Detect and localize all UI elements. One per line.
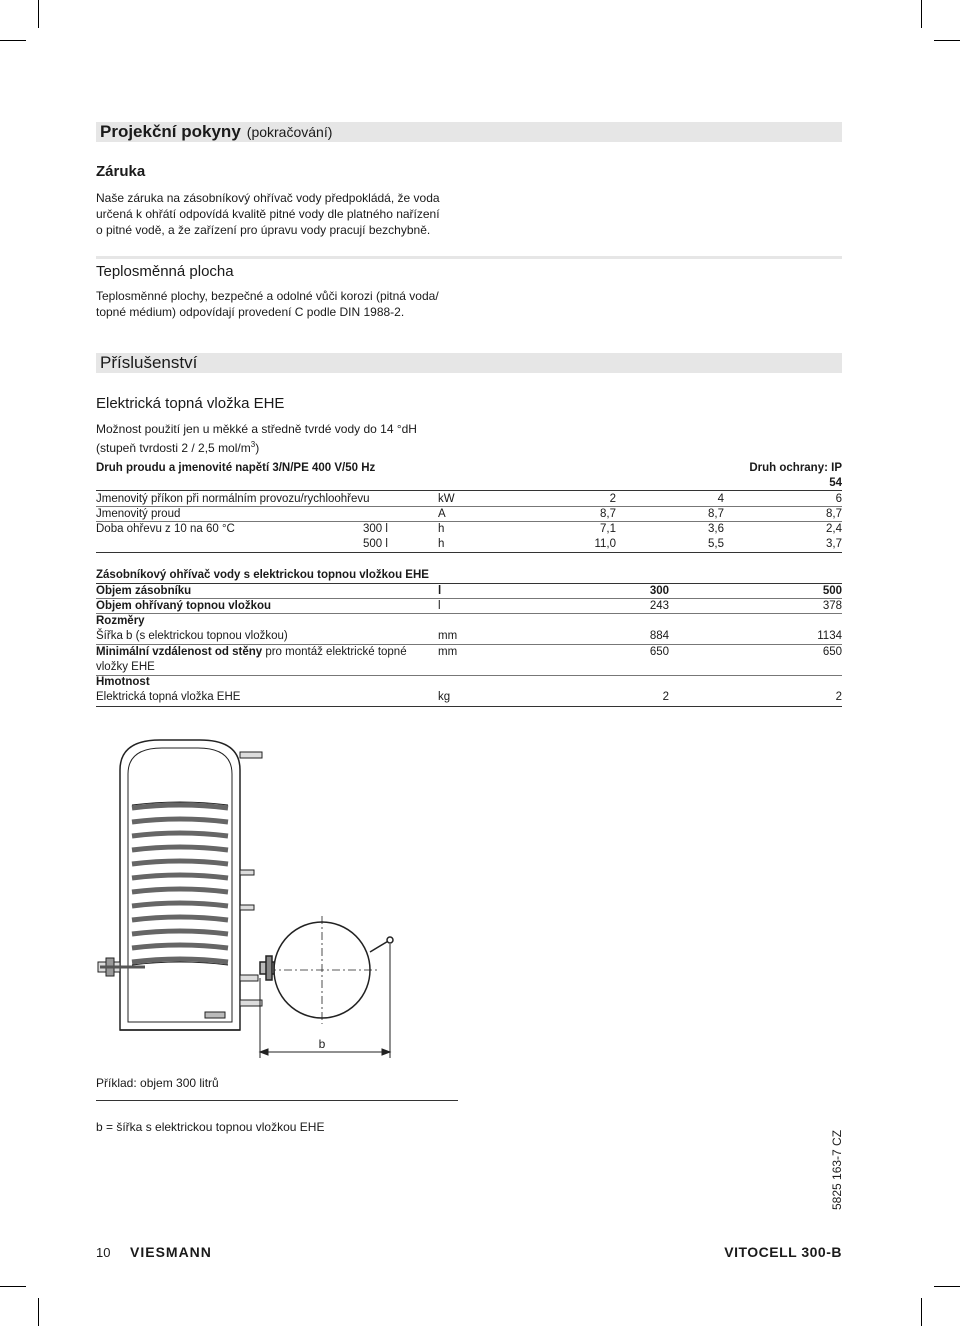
ip-value: 54: [829, 477, 842, 489]
row-value: 6: [835, 493, 842, 505]
row-value: 650: [649, 646, 669, 658]
row-value: 5,5: [708, 538, 724, 550]
table1-head: [96, 461, 842, 476]
page-number: 10: [96, 1245, 111, 1260]
row-unit: h: [438, 538, 445, 550]
doc-number: 5825 163-7 CZ: [830, 1129, 844, 1210]
row-value: 4: [717, 493, 724, 505]
row-value: 500: [822, 585, 842, 597]
row-value: 300: [649, 585, 669, 597]
row-unit: kg: [438, 691, 451, 703]
table2-title: Zásobníkový ohřívač vody s elektrickou topnou vložkou EHE: [96, 569, 429, 581]
crop-mark: [934, 1286, 960, 1287]
row-value: 11,0: [594, 538, 616, 550]
warranty-text: [96, 190, 496, 238]
row-value: 7,1: [600, 523, 616, 535]
row-sub: 500 l: [363, 538, 388, 550]
row-label: Objem ohřívaný topnou vložkou: [96, 600, 272, 612]
heat-surface-line: topné médium) odpovídají provedení C podle DIN 1988-2.: [96, 305, 405, 319]
row-value: 3,6: [708, 523, 724, 535]
table-row: [96, 645, 842, 660]
row-label: Jmenovitý příkon při normálním provozu/rychloohřevu: [96, 493, 370, 505]
row-label: Šířka b (s elektrickou topnou vložkou): [96, 630, 288, 642]
row-value: 8,7: [708, 508, 724, 520]
row-value: 884: [649, 630, 669, 642]
crop-mark: [38, 1298, 39, 1326]
title-subtitle: (pokračování): [246, 124, 333, 140]
row-value: 2: [835, 691, 842, 703]
row-label: vložky EHE: [96, 661, 155, 673]
crop-mark: [0, 40, 26, 41]
table-row: [96, 507, 842, 522]
table-row: [96, 614, 842, 629]
row-unit: l: [438, 585, 442, 597]
crop-mark: [0, 1286, 26, 1287]
table-row: [96, 537, 842, 552]
row-value: 243: [649, 600, 669, 612]
figure-caption: Příklad: objem 300 litrů: [96, 1076, 219, 1090]
ehe-heading: Elektrická topná vložka EHE: [96, 395, 285, 412]
ehe-line: Možnost použití jen u měkké a středně tvrdé vody do 14 °dH: [96, 422, 417, 436]
dimension-label: b: [318, 1037, 326, 1051]
crop-mark: [921, 0, 922, 28]
title-text: Projekční pokyny: [100, 122, 241, 141]
heat-surface-heading: Teplosměnná plocha: [96, 263, 234, 280]
row-value: 1134: [817, 630, 842, 642]
table-rule: [96, 490, 842, 491]
row-value: 650: [822, 646, 842, 658]
crop-mark: [921, 1298, 922, 1326]
min-dist-rest: pro montáž elektrické topné: [262, 646, 407, 658]
warranty-line: určená k ohřátí odpovídá kvalitě pitné vody dle platného nařízení: [96, 207, 440, 221]
voltage-label: Druh proudu a jmenovité napětí 3/N/PE 400 V/50 Hz: [96, 462, 376, 474]
ip-label: Druh ochrany: IP: [749, 462, 842, 474]
warranty-line: Naše záruka na zásobníkový ohřívač vody předpokládá, že voda: [96, 191, 440, 205]
tank-side-view: [120, 740, 240, 1030]
row-label: Hmotnost: [96, 676, 150, 688]
accessories-bar: [96, 353, 842, 373]
row-value: 2,4: [826, 523, 842, 535]
table1-head2: [96, 476, 842, 491]
row-label: Objem zásobníku: [96, 585, 192, 597]
table-row: [96, 629, 842, 644]
heat-surface-line: Teplosměnné plochy, bezpečné a odolné vůči korozi (pitná voda/: [96, 289, 439, 303]
tank-drawing: [90, 730, 420, 1070]
ehe-line-text: (stupeň tvrdosti 2 / 2,5 mol/m: [96, 441, 251, 455]
crop-mark: [38, 0, 39, 28]
row-label: [96, 645, 407, 660]
row-unit: mm: [438, 630, 458, 642]
accessories-heading: Příslušenství: [100, 353, 198, 372]
tank-top-view: [260, 916, 393, 1024]
warranty-line: o pitné vodě, a že zařízení pro úpravu vody pracují bezchybně.: [96, 223, 431, 237]
table2-title-row: [96, 568, 842, 583]
ehe-line-end: ): [255, 441, 260, 455]
row-label: Doba ohřevu z 10 na 60 °C: [96, 523, 235, 535]
ehe-text: [96, 421, 516, 456]
table-row: [96, 584, 842, 599]
row-value: 3,7: [826, 538, 842, 550]
row-value: 378: [822, 600, 842, 612]
legend-text: b = šířka s elektrickou topnou vložkou EHE: [96, 1120, 325, 1134]
row-unit: kW: [438, 493, 455, 505]
heat-surface-text: [96, 288, 476, 320]
table-row: [96, 675, 842, 690]
caption-rule: [96, 1100, 458, 1101]
table-row: [96, 492, 842, 507]
row-label: Rozměry: [96, 615, 145, 627]
row-unit: l: [438, 600, 441, 612]
ehe-superscript: 3: [250, 440, 256, 449]
ehe-line: [96, 437, 516, 456]
row-value: 2: [609, 493, 616, 505]
row-value: 2: [662, 691, 669, 703]
page-title: [100, 122, 332, 142]
min-dist-bold: Minimální vzdálenost od stěny: [96, 646, 263, 658]
section-rule: [96, 256, 842, 259]
row-unit: A: [438, 508, 446, 520]
row-sub: 300 l: [363, 523, 388, 535]
row-value: 8,7: [826, 508, 842, 520]
table-row: [96, 660, 842, 675]
table-row: [96, 690, 842, 705]
row-unit: h: [438, 523, 445, 535]
row-value: 8,7: [600, 508, 616, 520]
table-rule: [96, 706, 842, 707]
table-rule: [96, 552, 842, 553]
viessmann-logo: VIESMANN: [130, 1244, 212, 1260]
row-label: Jmenovitý proud: [96, 508, 181, 520]
crop-mark: [934, 40, 960, 41]
product-name: VITOCELL 300-B: [724, 1244, 842, 1260]
table-row: [96, 522, 842, 537]
warranty-heading: Záruka: [96, 163, 146, 180]
table-row: [96, 599, 842, 614]
row-unit: mm: [438, 646, 458, 658]
row-label: Elektrická topná vložka EHE: [96, 691, 241, 703]
